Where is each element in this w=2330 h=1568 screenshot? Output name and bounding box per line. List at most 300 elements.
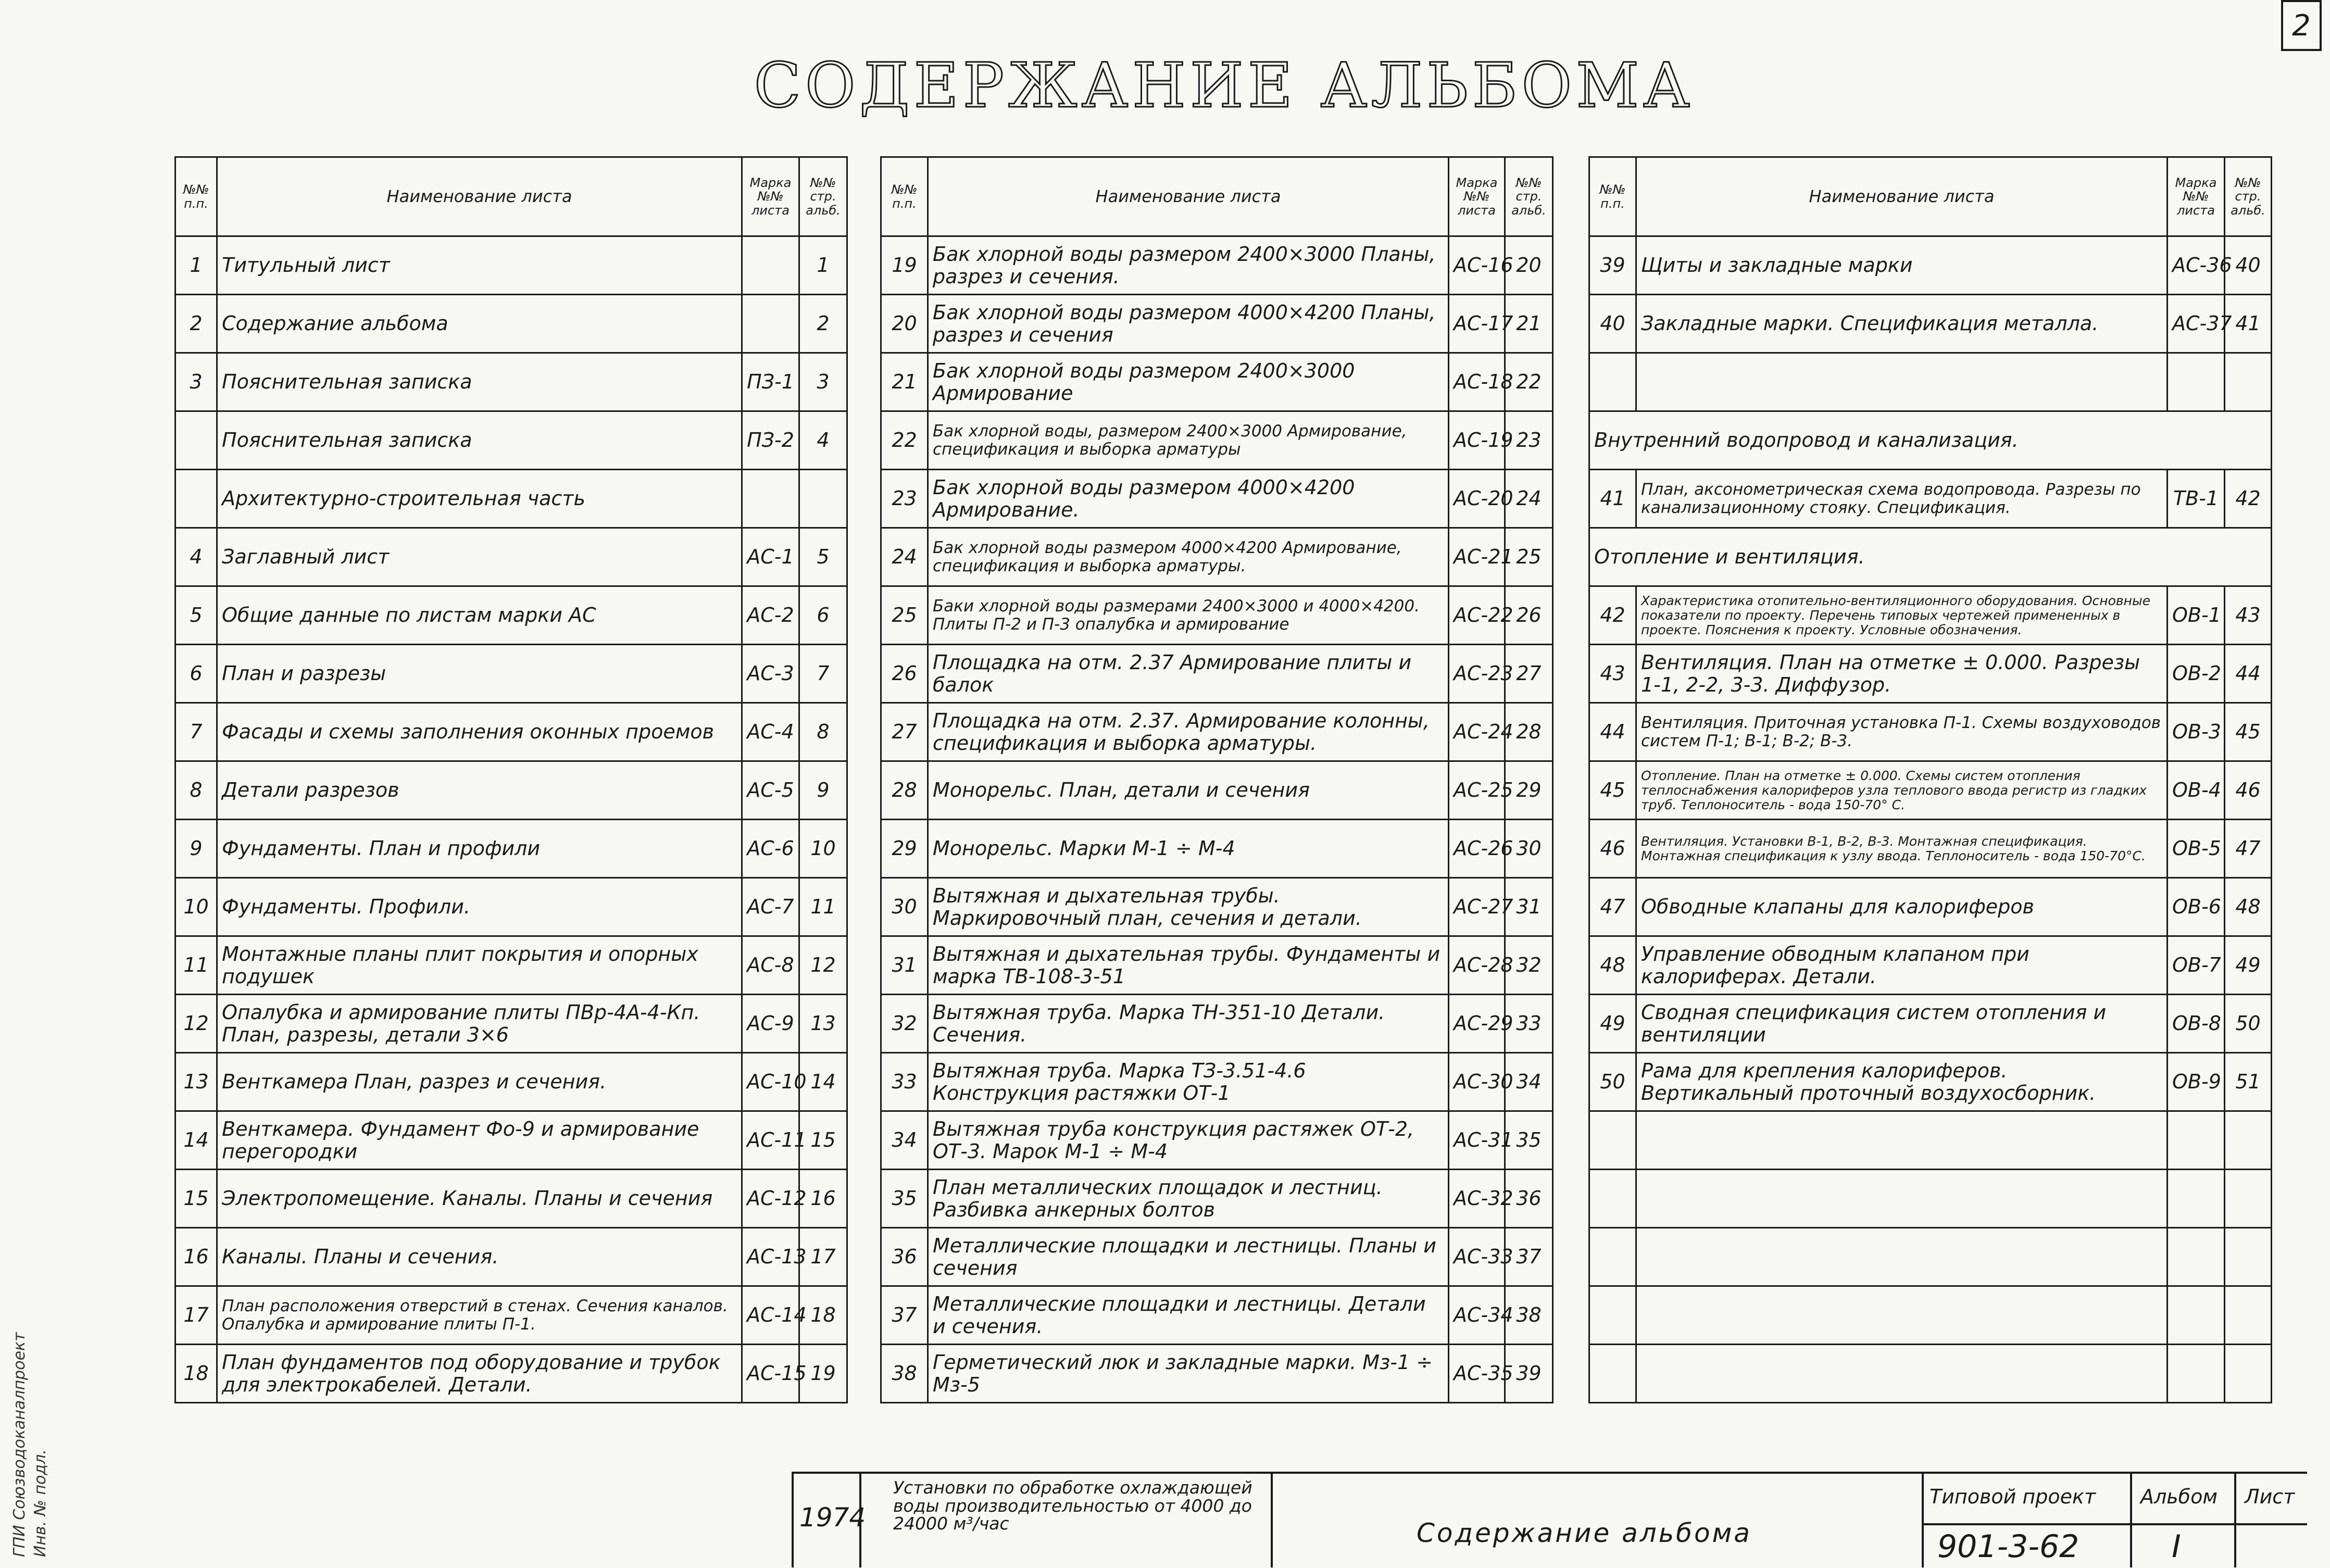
sheet-name: Закладные марки. Спецификация металла. [1636,295,2168,353]
row-number: 17 [176,1286,217,1345]
album-page: 42 [2225,470,2272,528]
page-title: СОДЕРЖАНИЕ АЛЬБОМА [754,49,1694,121]
table-row [881,1170,1553,1228]
sheet-name: Щиты и закладные марки [1636,236,2168,295]
row-number: 40 [1589,295,1636,353]
sheet-mark: АС-28 [1449,936,1505,995]
album-page: 39 [1505,1345,1553,1403]
row-number: 37 [881,1286,928,1345]
table-row [1589,236,2272,295]
sheet-name: Общие данные по листам марки АС [217,586,742,645]
left-margin-note: ГПИ Союзводоканалпроект [10,1332,29,1557]
sheet-mark: ОВ-4 [2168,761,2225,820]
table-row [176,1170,847,1228]
sheet-name: Площадка на отм. 2.37 Армирование плиты и балок [928,645,1449,703]
row-number: 50 [1589,1053,1636,1111]
table-row [1589,411,2272,470]
sheet-name: Герметический люк и закладные марки. Мз-1 ÷ Мз-5 [928,1345,1449,1403]
sheet-name: Фундаменты. План и профили [217,820,742,878]
sheet-mark [742,470,799,528]
sheet-name [1636,353,2168,411]
stamp-type-project: 901-3-62 [1937,1528,2080,1565]
album-page: 43 [2225,586,2272,645]
table-row [881,995,1553,1053]
album-page: 19 [799,1345,847,1403]
album-page: 7 [799,645,847,703]
sheet-name: Титульный лист [217,236,742,295]
sheet-name: План и разрезы [217,645,742,703]
sheet-mark [2168,1170,2225,1228]
row-number: 45 [1589,761,1636,820]
sheet-mark: АС-2 [742,586,799,645]
sheet-mark: ТВ-1 [2168,470,2225,528]
album-page: 45 [2225,703,2272,761]
row-number [1589,1170,1636,1228]
contents-table-3 [1588,156,2272,1403]
col-header-page: №№ стр. альб. [2225,157,2272,236]
sheet-mark: АС-25 [1449,761,1505,820]
sheet-mark: АС-18 [1449,353,1505,411]
row-number: 4 [176,528,217,586]
table-row [1589,995,2272,1053]
sheet-mark: АС-6 [742,820,799,878]
row-number: 2 [176,295,217,353]
sheet-name: Венткамера. Фундамент Фо-9 и армирование перегородки [217,1111,742,1170]
table-row [1589,1053,2272,1111]
album-page [2225,1286,2272,1345]
col-header-name: Наименование листа [1636,157,2168,236]
table-row [176,1053,847,1111]
table-row [881,703,1553,761]
sheet-mark: АС-26 [1449,820,1505,878]
row-number: 30 [881,878,928,936]
sheet-name [1636,1170,2168,1228]
album-page: 22 [1505,353,1553,411]
row-number: 49 [1589,995,1636,1053]
sheet-name: План расположения отверстий в стенах. Сечения каналов. Опалубка и армирование плиты П-1. [217,1286,742,1345]
stamp-sheet-title: Содержание альбома [1417,1518,1752,1548]
sheet-name: Управление обводным клапаном при калориферах. Детали. [1636,936,2168,995]
table-row [881,1228,1553,1286]
table-row [1589,645,2272,703]
album-page [799,470,847,528]
sheet-name: Металлические площадки и лестницы. Детали и сечения. [928,1286,1449,1345]
sheet-name: Характеристика отопительно-вентиляционного оборудования. Основные показатели по проекту. Перечень типовых чертежей примененных в проекте. Пояснения к проекту. Условные обозначения. [1636,586,2168,645]
row-number: 43 [1589,645,1636,703]
sheet-name: Вытяжная труба. Марка ТЗ-3.51-4.6 Конструкция растяжки ОТ-1 [928,1053,1449,1111]
table-row [1589,528,2272,586]
album-page: 6 [799,586,847,645]
sheet-name: План, аксонометрическая схема водопровода. Разрезы по канализационному стояку. Спецификация. [1636,470,2168,528]
sheet-mark: ОВ-9 [2168,1053,2225,1111]
sheet-mark: АС-12 [742,1170,799,1228]
row-number: 27 [881,703,928,761]
table-row [176,645,847,703]
section-heading: Внутренний водопровод и канализация. [1589,411,2272,470]
album-page: 17 [799,1228,847,1286]
row-number: 18 [176,1345,217,1403]
row-number: 13 [176,1053,217,1111]
sheet-name: Вентиляция. План на отметке ± 0.000. Разрезы 1-1, 2-2, 3-3. Диффузор. [1636,645,2168,703]
col-header-num: №№ п.п. [881,157,928,236]
table-row [1589,1111,2272,1170]
album-page: 14 [799,1053,847,1111]
sheet-mark: АС-21 [1449,528,1505,586]
row-number: 24 [881,528,928,586]
album-page [2225,1111,2272,1170]
sheet-mark: АС-30 [1449,1053,1505,1111]
sheet-name: Вентиляция. Приточная установка П-1. Схемы воздуховодов систем П-1; В-1; В-2; В-3. [1636,703,2168,761]
sheet-mark: АС-3 [742,645,799,703]
sheet-name: Бак хлорной воды размером 4000×4200 Армирование. [928,470,1449,528]
table-row [176,236,847,295]
col-header-name: Наименование листа [217,157,742,236]
row-number: 7 [176,703,217,761]
table-row [176,761,847,820]
album-page [2225,1345,2272,1403]
sheet-mark: АС-27 [1449,878,1505,936]
row-number: 41 [1589,470,1636,528]
album-page: 21 [1505,295,1553,353]
table-row [176,411,847,470]
sheet-mark: ОВ-7 [2168,936,2225,995]
row-number: 19 [881,236,928,295]
album-page: 3 [799,353,847,411]
row-number: 16 [176,1228,217,1286]
sheet-name: Вытяжная и дыхательная трубы. Маркировочный план, сечения и детали. [928,878,1449,936]
table-row [1589,353,2272,411]
col-header-num: №№ п.п. [176,157,217,236]
sheet-name: Пояснительная записка [217,411,742,470]
sheet-mark: ПЗ-1 [742,353,799,411]
sheet-name [1636,1345,2168,1403]
sheet-name: Электропомещение. Каналы. Планы и сечения [217,1170,742,1228]
sheet-name: Венткамера План, разрез и сечения. [217,1053,742,1111]
table-row [1589,936,2272,995]
album-page: 10 [799,820,847,878]
row-number: 15 [176,1170,217,1228]
sheet-name: Вентиляция. Установки В-1, В-2, В-3. Монтажная спецификация. Монтажная спецификация к узлу ввода. Теплоноситель - вода 150-70°С. [1636,820,2168,878]
table-row [881,411,1553,470]
album-page [2225,1228,2272,1286]
album-page: 41 [2225,295,2272,353]
stamp-year: 1974 [799,1502,866,1533]
sheet-name: Бак хлорной воды размером 2400×3000 Планы, разрез и сечения. [928,236,1449,295]
album-page: 16 [799,1170,847,1228]
table-row [881,528,1553,586]
album-page: 37 [1505,1228,1553,1286]
row-number: 48 [1589,936,1636,995]
sheet-name: План фундаментов под оборудование и трубок для электрокабелей. Детали. [217,1345,742,1403]
row-number: 25 [881,586,928,645]
sheet-mark: АС-16 [1449,236,1505,295]
row-number: 34 [881,1111,928,1170]
title-block [792,1472,2307,1567]
sheet-mark [2168,1286,2225,1345]
row-number: 46 [1589,820,1636,878]
sheet-mark: АС-17 [1449,295,1505,353]
table-row [881,761,1553,820]
table-row [881,1286,1553,1345]
album-page: 25 [1505,528,1553,586]
sheet-mark: ОВ-8 [2168,995,2225,1053]
album-page: 32 [1505,936,1553,995]
sheet-mark: АС-19 [1449,411,1505,470]
album-page: 8 [799,703,847,761]
sheet-name: Вытяжная труба. Марка ТН-351-10 Детали. Сечения. [928,995,1449,1053]
col-header-page: №№ стр. альб. [799,157,847,236]
table-row [881,1111,1553,1170]
table-row [1589,1228,2272,1286]
sheet-mark: ОВ-3 [2168,703,2225,761]
table-row [176,878,847,936]
row-number: 11 [176,936,217,995]
album-page: 48 [2225,878,2272,936]
sheet-name: Обводные клапаны для калориферов [1636,878,2168,936]
stamp-album: I [2172,1528,2181,1565]
row-number: 35 [881,1170,928,1228]
sheet-mark [2168,353,2225,411]
table-row [881,353,1553,411]
sheet-name: Архитектурно-строительная часть [217,470,742,528]
row-number: 36 [881,1228,928,1286]
row-number [176,411,217,470]
table-row [176,586,847,645]
row-number: 47 [1589,878,1636,936]
table-row [1589,703,2272,761]
table-row [176,1228,847,1286]
row-number: 32 [881,995,928,1053]
album-page: 1 [799,236,847,295]
sheet-name: Монорельс. План, детали и сечения [928,761,1449,820]
row-number: 14 [176,1111,217,1170]
table-row [881,645,1553,703]
album-page: 29 [1505,761,1553,820]
table-row [1589,1345,2272,1403]
table-row [1589,470,2272,528]
table-row [176,528,847,586]
col-header-mark: Марка №№ листа [742,157,799,236]
sheet-name: Каналы. Планы и сечения. [217,1228,742,1286]
sheet-mark: ОВ-2 [2168,645,2225,703]
row-number: 44 [1589,703,1636,761]
row-number: 5 [176,586,217,645]
album-page [2225,1170,2272,1228]
sheet-mark [2168,1345,2225,1403]
sheet-name: Бак хлорной воды, размером 2400×3000 Армирование, спецификация и выборка арматуры [928,411,1449,470]
row-number: 10 [176,878,217,936]
table-row [1589,1170,2272,1228]
album-page: 4 [799,411,847,470]
album-page: 28 [1505,703,1553,761]
table-row [881,586,1553,645]
album-page: 50 [2225,995,2272,1053]
sheet-mark [742,295,799,353]
stamp-album-label: Альбом [2140,1485,2218,1508]
col-header-num: №№ п.п. [1589,157,1636,236]
sheet-name: Бак хлорной воды размером 4000×4200 Армирование, спецификация и выборка арматуры. [928,528,1449,586]
table-row [176,1345,847,1403]
sheet-mark: АС-32 [1449,1170,1505,1228]
sheet-mark [2168,1111,2225,1170]
table-row [881,295,1553,353]
row-number: 8 [176,761,217,820]
album-page [2225,353,2272,411]
row-number [176,470,217,528]
sheet-name: Опалубка и армирование плиты ПВр-4А-4-Кп. План, разрезы, детали 3×6 [217,995,742,1053]
album-page: 31 [1505,878,1553,936]
sheet-mark: АС-5 [742,761,799,820]
sheet-name: Рама для крепления калориферов. Вертикальный проточный воздухосборник. [1636,1053,2168,1111]
sheet-name: Заглавный лист [217,528,742,586]
table-row [881,820,1553,878]
sheet-name [1636,1111,2168,1170]
row-number: 20 [881,295,928,353]
sheet-mark: АС-13 [742,1228,799,1286]
sheet-mark: АС-1 [742,528,799,586]
sheet-name: Бак хлорной воды размером 4000×4200 Планы, разрез и сечения [928,295,1449,353]
sheet-name: Сводная спецификация систем отопления и вентиляции [1636,995,2168,1053]
album-page: 33 [1505,995,1553,1053]
album-page: 23 [1505,411,1553,470]
row-number: 3 [176,353,217,411]
row-number: 12 [176,995,217,1053]
row-number: 23 [881,470,928,528]
row-number: 9 [176,820,217,878]
contents-table-1 [174,156,848,1403]
row-number: 21 [881,353,928,411]
sheet-name: План металлических площадок и лестниц. Разбивка анкерных болтов [928,1170,1449,1228]
table-row [176,820,847,878]
row-number [1589,353,1636,411]
table-row [176,1111,847,1170]
row-number: 31 [881,936,928,995]
sheet-name: Металлические площадки и лестницы. Планы и сечения [928,1228,1449,1286]
row-number [1589,1111,1636,1170]
album-page: 9 [799,761,847,820]
sheet-mark: АС-9 [742,995,799,1053]
contents-table-2 [880,156,1554,1403]
sheet-mark: АС-10 [742,1053,799,1111]
sheet-name: Отопление. План на отметке ± 0.000. Схемы систем отопления теплоснабжения калориферов узла теплового ввода регистр из гладких труб. Теплоноситель - вода 150-70° С. [1636,761,2168,820]
left-margin-note: Инв. № подл. [31,1449,49,1557]
row-number: 29 [881,820,928,878]
sheet-mark: АС-33 [1449,1228,1505,1286]
album-page: 18 [799,1286,847,1345]
table-row [881,470,1553,528]
table-row [176,470,847,528]
table-row [1589,761,2272,820]
album-page: 34 [1505,1053,1553,1111]
sheet-name: Вытяжная труба конструкция растяжек ОТ-2, ОТ-3. Марок М-1 ÷ М-4 [928,1111,1449,1170]
sheet-mark: АС-22 [1449,586,1505,645]
table-row [1589,878,2272,936]
sheet-name: Вытяжная и дыхательная трубы. Фундаменты и марка ТВ-108-3-51 [928,936,1449,995]
sheet-name: Монорельс. Марки М-1 ÷ М-4 [928,820,1449,878]
album-page: 38 [1505,1286,1553,1345]
table-row [1589,295,2272,353]
sheet-name [1636,1286,2168,1345]
album-page: 36 [1505,1170,1553,1228]
table-row [176,353,847,411]
sheet-mark: АС-35 [1449,1345,1505,1403]
col-header-mark: Марка №№ листа [1449,157,1505,236]
sheet-mark: АС-8 [742,936,799,995]
table-row [176,995,847,1053]
table-row [176,936,847,995]
table-row [881,1345,1553,1403]
row-number: 28 [881,761,928,820]
sheet-mark: АС-7 [742,878,799,936]
row-number [1589,1228,1636,1286]
album-page: 12 [799,936,847,995]
sheet-name: Фундаменты. Профили. [217,878,742,936]
table-row [881,936,1553,995]
row-number: 33 [881,1053,928,1111]
album-page: 11 [799,878,847,936]
album-page: 5 [799,528,847,586]
sheet-name: Площадка на отм. 2.37. Армирование колонны, спецификация и выборка арматуры. [928,703,1449,761]
album-page: 26 [1505,586,1553,645]
album-page: 49 [2225,936,2272,995]
sheet-name: Содержание альбома [217,295,742,353]
sheet-mark: АС-34 [1449,1286,1505,1345]
sheet-mark: АС-23 [1449,645,1505,703]
sheet-mark: ОВ-6 [2168,878,2225,936]
album-page: 47 [2225,820,2272,878]
album-page: 15 [799,1111,847,1170]
sheet-mark [742,236,799,295]
col-header-mark: Марка №№ листа [2168,157,2225,236]
page-number: 2 [2281,0,2322,51]
sheet-name: Баки хлорной воды размерами 2400×3000 и 4000×4200. Плиты П-2 и П-3 опалубка и армирование [928,586,1449,645]
stamp-project-name: Установки по обработке охлаждающей воды производительностью от 4000 до 24000 м³/час [893,1477,1252,1534]
sheet-name [1636,1228,2168,1286]
sheet-mark: АС-11 [742,1111,799,1170]
table-row [176,703,847,761]
sheet-name: Пояснительная записка [217,353,742,411]
album-page: 24 [1505,470,1553,528]
table-row [1589,820,2272,878]
sheet-mark: ПЗ-2 [742,411,799,470]
album-page: 13 [799,995,847,1053]
table-row [176,295,847,353]
row-number: 42 [1589,586,1636,645]
album-page: 30 [1505,820,1553,878]
album-page: 46 [2225,761,2272,820]
sheet-mark: АС-29 [1449,995,1505,1053]
sheet-mark: АС-37 [2168,295,2225,353]
album-page: 51 [2225,1053,2272,1111]
col-header-name: Наименование листа [928,157,1449,236]
row-number [1589,1345,1636,1403]
sheet-mark: ОВ-5 [2168,820,2225,878]
sheet-mark: АС-4 [742,703,799,761]
sheet-name: Бак хлорной воды размером 2400×3000 Армирование [928,353,1449,411]
album-page: 27 [1505,645,1553,703]
album-page: 2 [799,295,847,353]
col-header-page: №№ стр. альб. [1505,157,1553,236]
sheet-mark: ОВ-1 [2168,586,2225,645]
stamp-type-project-label: Типовой проект [1930,1485,2096,1508]
table-row [1589,586,2272,645]
sheet-mark: АС-36 [2168,236,2225,295]
sheet-name: Фасады и схемы заполнения оконных проемов [217,703,742,761]
table-row [881,878,1553,936]
row-number: 38 [881,1345,928,1403]
album-page: 44 [2225,645,2272,703]
row-number [1589,1286,1636,1345]
